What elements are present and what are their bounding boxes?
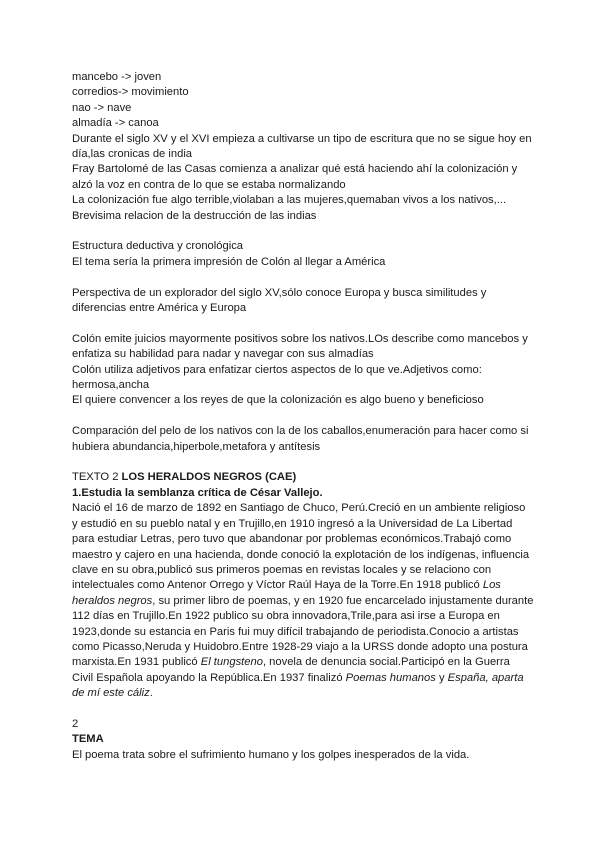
spacer	[72, 409, 534, 424]
note-line: El quiere convencer a los reyes de que la colonización es algo bueno y beneficioso	[72, 394, 484, 407]
note-line: La colonización fue algo terrible,violaban a las mujeres,quemaban vivos a los nativos,...	[72, 194, 507, 207]
spacer	[72, 702, 534, 717]
structure-notes	[72, 239, 534, 270]
bio-text: y	[435, 671, 448, 684]
texto2-heading	[72, 470, 534, 485]
texto2-title: LOS HERALDOS NEGROS (CAE)	[121, 471, 297, 484]
colon-notes	[72, 332, 534, 409]
note-line: Fray Bartolomé de las Casas comienza a analizar qué está haciendo ahí la colonización y alzó la voz en contra de lo que se estaba normalizando	[72, 163, 518, 191]
book-title: Poemas humanos	[345, 671, 436, 684]
bio-text: , novela de denuncia social.Participó en la Guerra Civil Española apoyando la República.En 1937 finalizó	[72, 656, 510, 684]
book-title: España, aparta de mí este cáliz	[72, 671, 524, 700]
spacer	[72, 224, 534, 239]
vocab-item: nao -> nave	[72, 101, 132, 114]
note-line: Colón utiliza adjetivos para enfatizar ciertos aspectos de lo que ve.Adjetivos como: hermosa,ancha	[72, 363, 482, 392]
section-number: 2	[72, 717, 79, 730]
vocab-item: almadía -> canoa	[72, 117, 159, 130]
vocab-item: mancebo -> joven	[72, 71, 162, 83]
biography-paragraph	[72, 501, 534, 701]
intro-notes	[72, 132, 534, 224]
texto2-prefix: TEXTO 2	[72, 471, 122, 484]
note-line: Estructura deductiva y cronológica	[72, 240, 244, 253]
document-page	[72, 70, 534, 763]
book-title: Los heraldos negros	[72, 579, 501, 607]
bio-text: .	[149, 687, 153, 700]
bio-text: Nació el 16 de marzo de 1892 en Santiago de Chuco, Perú.Creció en un ambiente religioso y estudió en su pueblo natal y en Trujillo,en 1910 ingresó a la Universidad de La Libertad para estudiar Letras, pero tuvo que abandonar por problemas económicos.Trabajó como maestro y cajero en una hacienda, donde conoció la explotación de los indígenas, influencia clave en su obra,publicó sus primeros poemas en revistas locales y se relaciono con intelectuales como Antenor Orrego y Víctor Raúl Haya de la Torre.En 1918 publicó	[72, 502, 530, 592]
question-heading: 1.Estudia la semblanza crítica de César Vallejo.	[72, 486, 323, 499]
vocab-list	[72, 70, 534, 132]
section-heading: TEMA	[72, 733, 104, 746]
note-line: Colón emite juicios mayormente positivos sobre los nativos.LOs describe como mancebos y enfatiza su habilidad para nadar y navegar con sus almadías	[72, 332, 528, 361]
vocab-item: corredios-> movimiento	[72, 86, 189, 99]
spacer	[72, 316, 534, 331]
comparison-note: Comparación del pelo de los nativos con la de los caballos,enumeración para hacer como si hubiera abundancia,hiperbole,metafora y antítesis	[72, 425, 529, 453]
book-title: El tungsteno	[200, 656, 263, 669]
bio-text: , su primer libro de poemas, y en 1920 fue encarcelado injustamente durante 112 días en Trujillo.En 1922 publico su obra innovadora,Trile,para asi irse a Europa en 1923,donde su estancia en Paris fui muy difícil trabajando de periodista.Conocio a artistas como Picasso,Neruda y Huidobro.Entre 1928-29 viajo a la URSS donde adopto una postura marxista.En 1931 publicó	[72, 594, 534, 669]
perspective-note: Perspectiva de un explorador del siglo XV,sólo conoce Europa y busca similitudes y diferencias entre América y Europa	[72, 286, 487, 315]
section-text: El poema trata sobre el sufrimiento humano y los golpes inesperados de la vida.	[72, 748, 470, 761]
note-line: El tema sería la primera impresión de Colón al llegar a América	[72, 255, 386, 268]
note-line: Durante el siglo XV y el XVI empieza a cultivarse un tipo de escritura que no se sigue hoy en día,las cronicas de india	[72, 132, 532, 161]
spacer	[72, 455, 534, 470]
note-line: Brevisima relacion de la destrucción de las indias	[72, 209, 317, 222]
spacer	[72, 270, 534, 285]
